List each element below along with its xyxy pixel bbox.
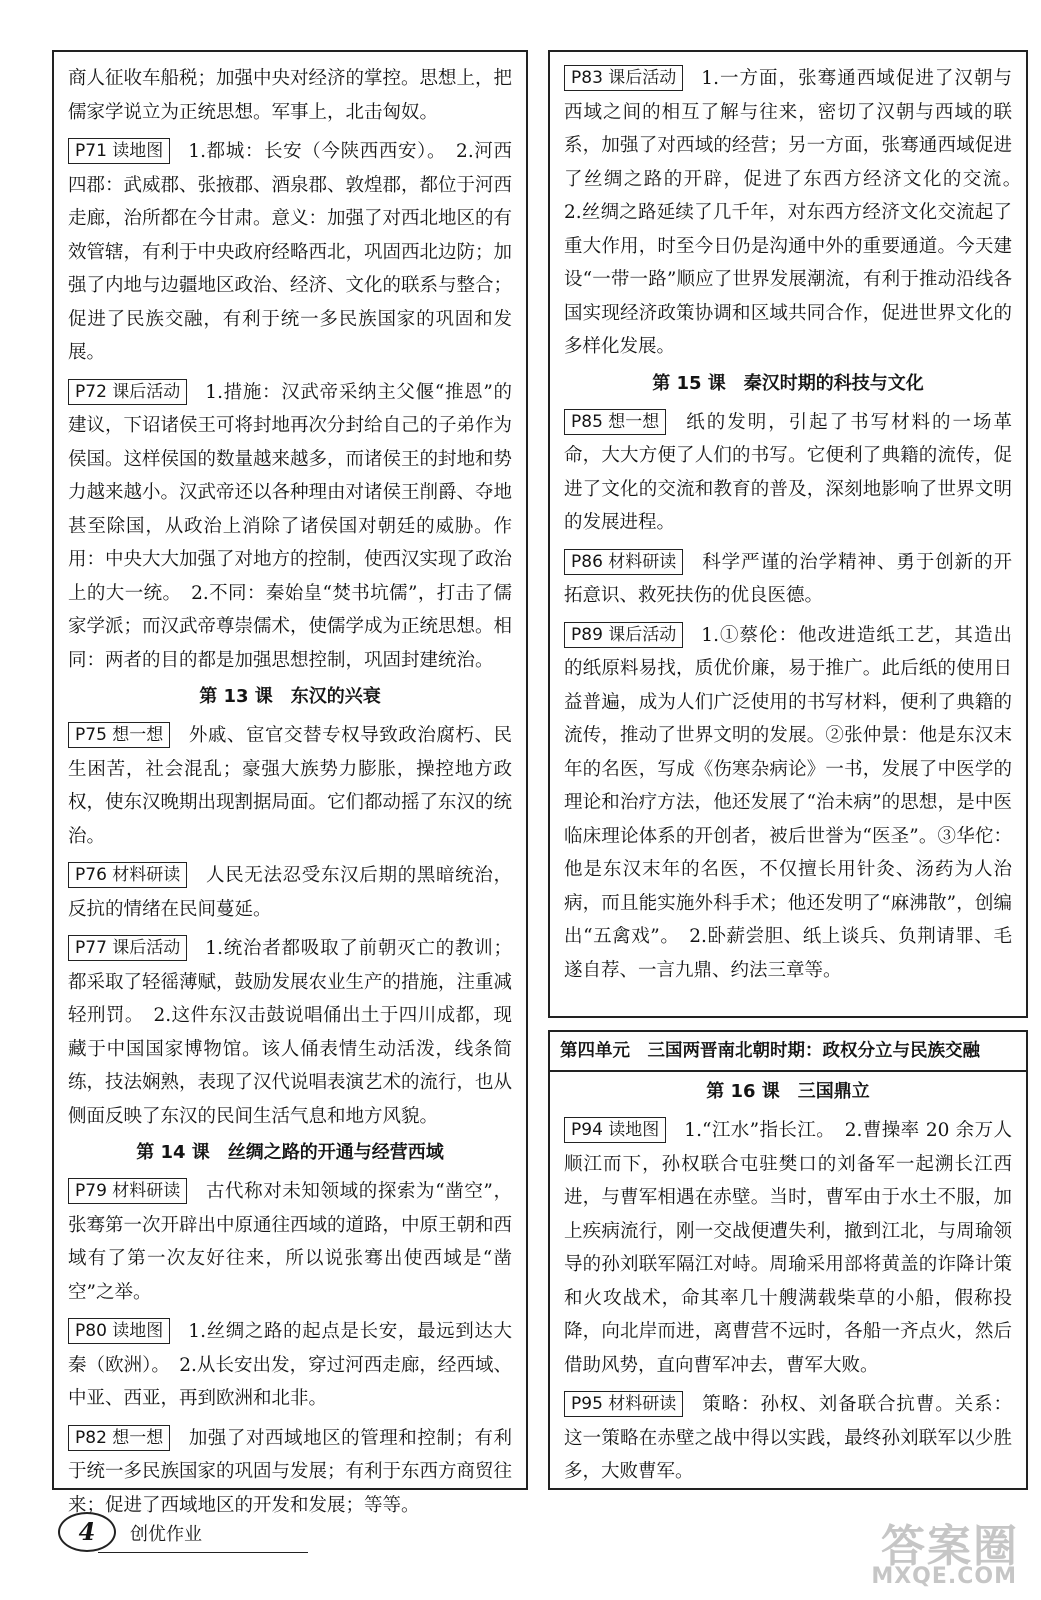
p79-text: 古代称对未知领域的探索为“凿空”，张骞第一次开辟出中原通往西域的道路，中原王朝和西域有了第一次友好往来，所以说张骞出使西域是“凿空”之举。 bbox=[68, 1181, 513, 1303]
p75-section bbox=[68, 719, 512, 853]
p71-tag: P71 读地图 bbox=[68, 138, 170, 164]
p94-section bbox=[564, 1114, 1012, 1382]
lesson-14-heading: 第 14 课 丝绸之路的开通与经营西域 bbox=[136, 1142, 444, 1163]
p76-section bbox=[68, 859, 512, 926]
watermark-url: MXQE.COM bbox=[871, 1564, 1017, 1589]
p71-text: 1.都城：长安（今陕西西安）。 2.河西四郡：武威郡、张掖郡、酒泉郡、敦煌郡，都位于河西走廊，治所都在今甘肃。意义：加强了对西北地区的有效管辖，有利于中央政府经略西北，巩固西北边防；加强了内地与边疆地区政治、经济、文化的联系与整合；促进了民族交融，有利于统一多民族国家的巩固和发展。 bbox=[68, 141, 513, 363]
p86-text: 科学严谨的治学精神、勇于创新的开拓意识、救死扶伤的优良医德。 bbox=[564, 551, 1012, 606]
p86-tag: P86 材料研读 bbox=[564, 549, 683, 575]
watermark-logo bbox=[825, 1510, 1025, 1594]
intro-paragraph: 商人征收车船税；加强中央对经济的掌控。思想上，把儒家学说立为正统思想。军事上，北击匈奴。 bbox=[68, 68, 513, 123]
p75-tag: P75 想一想 bbox=[68, 722, 170, 748]
p83-section bbox=[564, 62, 1031, 364]
p85-section bbox=[564, 406, 1012, 540]
watermark-text: 答案圈 bbox=[881, 1521, 1019, 1572]
lesson-16-heading: 第 16 课 三国鼎立 bbox=[706, 1081, 870, 1102]
p77-section bbox=[68, 932, 512, 1133]
p76-text: 人民无法忍受东汉后期的黑暗统治，反抗的情绪在民间蔓延。 bbox=[68, 865, 512, 920]
p72-section bbox=[68, 376, 512, 678]
p89-section bbox=[564, 619, 1012, 988]
p75-text: 外戚、宦官交替专权导致政治腐朽、民生困苦，社会混乱；豪强大族势力膨胀，操控地方政权，使东汉晚期出现割据局面。它们都动摇了东汉的统治。 bbox=[68, 725, 513, 847]
p94-text: 1.“江水”指长江。 2.曹操率 20 余万人顺江而下，孙权联合屯驻樊口的刘备军一起溯长江西进，与曹军相遇在赤壁。当时，曹军由于水土不服，加上疾病流行，刚一交战便遭失利，撤到江北，与周瑜领导的孙刘联军隔江对峙。周瑜采用部将黄盖的诈降计策和火攻战术，命其率几十艘满载柴草的小船，假称投降，向北岸而进，离曹营不远时，各船一齐点火，然后借助风势，直向曹军冲去，曹军大败。 bbox=[564, 1120, 1012, 1376]
lesson-15-heading: 第 15 课 秦汉时期的科技与文化 bbox=[652, 372, 924, 394]
p79-tag: P79 材料研读 bbox=[68, 1178, 187, 1204]
p83-tag: P83 课后活动 bbox=[564, 65, 683, 91]
unit-4-heading: 第四单元 三国两晋南北朝时期：政权分立与民族交融 bbox=[550, 1032, 1026, 1072]
p71-section bbox=[68, 135, 512, 370]
p80-text: 1.丝绸之路的起点是长安，最远到达大秦（欧洲）。 2.从长安出发，穿过河西走廊，经西域、中亚、西亚，再到欧洲和北非。 bbox=[68, 1321, 512, 1409]
p72-tag: P72 课后活动 bbox=[68, 379, 187, 405]
p80-section bbox=[68, 1315, 512, 1416]
p82-tag: P82 想一想 bbox=[68, 1425, 170, 1451]
p85-tag: P85 想一想 bbox=[564, 409, 666, 435]
p95-text: 策略：孙权、刘备联合抗曹。关系：这一策略在赤壁之战中得以实践，最终孙刘联军以少胜多，大败曹军。 bbox=[564, 1394, 1012, 1482]
p82-text: 加强了对西域地区的管理和控制；有利于统一多民族国家的巩固与发展；有利于东西方商贸往来；促进了西域地区的开发和发展；等等。 bbox=[68, 1427, 513, 1516]
p77-text: 1.统治者都吸取了前朝灭亡的教训；都采取了轻徭薄赋，鼓励发展农业生产的措施，注重减轻刑罚。 2.这件东汉击鼓说唱俑出土于四川成都，现藏于中国国家博物馆。该人俑表情生动活泼，线条简练，技法娴熟，表现了汉代说唱表演艺术的流行，也从侧面反映了东汉的民间生活气息和地方风貌。 bbox=[68, 938, 513, 1127]
book-title: 创优作业 bbox=[130, 1524, 202, 1545]
page-footer bbox=[58, 1506, 318, 1556]
p95-section bbox=[564, 1388, 1012, 1489]
p89-text: 1.①蔡伦：他改进造纸工艺，其造出的纸原料易找，质优价廉，易于推广。此后纸的使用日益普遍，成为人们广泛使用的书写材料，便利了典籍的流传，推动了世界文明的发展。②张仲景：他是东汉末年的名医，写成《伤寒杂病论》一书，发展了中医学的理论和治疗方法，他还发展了“治未病”的思想，是中医临床理论体系的开创者，被后世誉为“医圣”。③华佗：他是东汉末年的名医，不仅擅长用针灸、汤药为人治病，而且能实施外科手术；他还发明了“麻沸散”，创编出“五禽戏”。 2.卧薪尝胆、纸上谈兵、负荆请罪、毛遂自荐、一言九鼎、约法三章等。 bbox=[564, 624, 1012, 981]
p79-section bbox=[68, 1175, 512, 1309]
p77-tag: P77 课后活动 bbox=[68, 935, 187, 961]
p89-tag: P89 课后活动 bbox=[564, 622, 683, 648]
left-column bbox=[52, 50, 528, 1516]
p83-text: 1.一方面，张骞通西域促进了汉朝与西域之间的相互了解与往来，密切了汉朝与西域的联系，加强了对西域的经营；另一方面，张骞通西域促进了丝绸之路的开辟，促进了东西方经济文化的交流。 2.丝绸之路延续了几千年，对东西方经济文化交流起了重大作用，时至今日仍是沟通中外的重要通道。今天建设“一带一路”顺应了世界发展潮流，有利于推动沿线各国实现经济政策协调和区域共同合作，促进世界文化的多样化发展。 bbox=[564, 68, 1031, 357]
page-number: 4 bbox=[58, 1512, 116, 1552]
p72-text: 1.措施：汉武帝采纳主父偃“推恩”的建议，下诏诸侯王可将封地再次分封给自己的子弟作为侯国。这样侯国的数量越来越多，而诸侯王的封地和势力越来越小。汉武帝还以各种理由对诸侯王削爵、夺地甚至除国，从政治上消除了诸侯国对朝廷的威胁。作用：中央大大加强了对地方的控制，使西汉实现了政治上的大一统。 2.不同：秦始皇“焚书坑儒”，打击了儒家学派；而汉武帝尊崇儒术，使儒学成为正统思想。相同：两者的目的都是加强思想控制，巩固封建统治。 bbox=[68, 381, 513, 671]
p94-tag: P94 读地图 bbox=[564, 1117, 666, 1143]
right-top-column bbox=[548, 50, 1031, 1018]
p85-text: 纸的发明，引起了书写材料的一场革命，大大方便了人们的书写。它便利了典籍的流传，促进了文化的交流和教育的普及，深刻地影响了世界文明的发展进程。 bbox=[564, 411, 1012, 533]
p86-section bbox=[564, 546, 1012, 613]
p80-tag: P80 读地图 bbox=[68, 1318, 170, 1344]
p76-tag: P76 材料研读 bbox=[68, 862, 187, 888]
footer-divider bbox=[98, 1552, 308, 1553]
lesson-13-heading: 第 13 课 东汉的兴衰 bbox=[199, 686, 381, 707]
right-bottom-column bbox=[548, 1030, 1028, 1490]
p95-tag: P95 材料研读 bbox=[564, 1391, 683, 1417]
